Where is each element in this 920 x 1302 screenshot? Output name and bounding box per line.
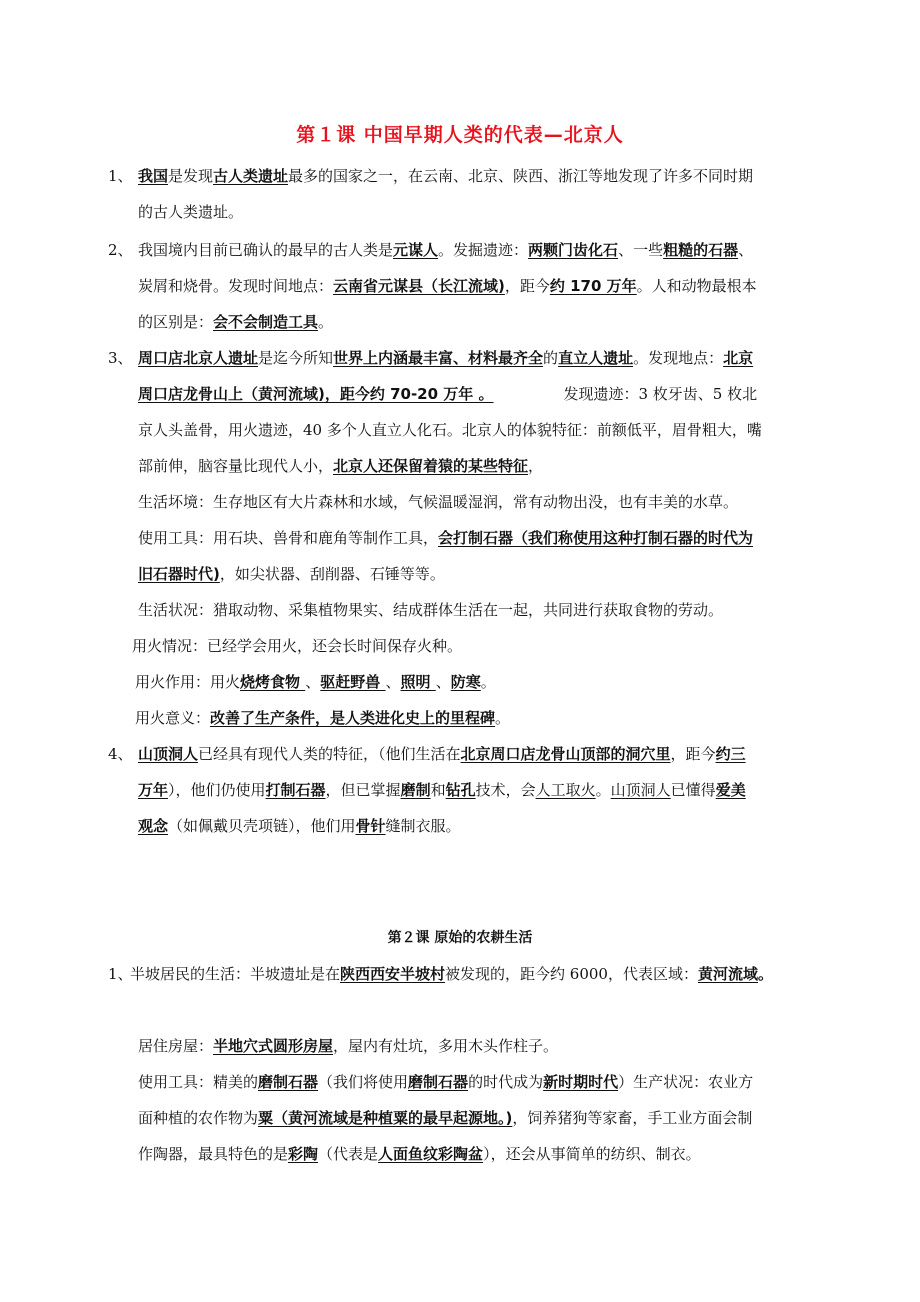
text-line xyxy=(138,340,762,376)
text-line xyxy=(138,1028,753,1064)
key-term: 烧烤食物 xyxy=(240,673,306,691)
text-span: 的时代成为 xyxy=(468,1073,544,1091)
text-span: 用火情况：已经学会用火，还会长时间保存火种。 xyxy=(132,637,463,655)
key-term: 改善了生产条件，是人类进化史上的里程碑 xyxy=(210,709,496,727)
key-term: 陕西西安半坡村 xyxy=(340,965,446,983)
text-line xyxy=(132,628,462,664)
text-span: ，但已掌握 xyxy=(325,781,401,799)
key-term: 两颗门齿化石 xyxy=(528,241,619,259)
text-line xyxy=(138,484,753,520)
key-term: 人面鱼纹彩陶盆 xyxy=(378,1145,484,1163)
key-term: 磨制石器 xyxy=(408,1073,469,1091)
text-span: 的区别是： xyxy=(138,313,214,331)
key-term: 直立人遗址 xyxy=(558,349,634,367)
text-line xyxy=(138,1064,753,1100)
key-term: 世界上内涵最丰富、材料最齐全 xyxy=(333,349,544,367)
text-span: ，如尖状器、刮削器、石锤等等。 xyxy=(219,565,445,583)
list-item xyxy=(130,956,773,992)
text-span: 京人头盖骨，用火遗迹，40 多个人直立人化石。北京人的体貌特征：前额低平，眉骨粗大，嘴 xyxy=(138,421,762,439)
text-span: 部前伸，脑容量比现代人小， xyxy=(138,457,334,475)
text-line xyxy=(138,592,753,628)
text-span: 发现遗迹：3 枚牙齿、5 枚北 xyxy=(563,385,758,403)
text-span: 、 xyxy=(305,673,321,691)
text-span: 最多的国家之一，在云南、北京、陕西、浙江等地发现了许多不同时期 xyxy=(288,167,754,185)
key-term: 周口店北京人遗址 xyxy=(138,349,259,367)
text-line xyxy=(138,194,753,230)
text-span: ），还会从事简单的纺织、制衣。 xyxy=(483,1145,701,1163)
text-span: （如佩戴贝壳项链），他们用 xyxy=(168,817,356,835)
text-span: 是发现 xyxy=(168,167,214,185)
text-span: 作陶器，最具特色的是 xyxy=(138,1145,289,1163)
text-line xyxy=(138,304,757,340)
key-term: 山顶洞人 xyxy=(610,781,671,799)
text-span: 。 xyxy=(758,965,774,983)
text-span: 的 xyxy=(543,349,559,367)
key-term: 照明 xyxy=(400,673,436,691)
text-line xyxy=(138,268,757,304)
detail-block xyxy=(138,484,753,628)
text-line xyxy=(138,1136,753,1172)
text-span: 半坡居民的生活：半坡遗址是在 xyxy=(130,965,341,983)
key-term: 北京 xyxy=(723,349,754,367)
detail-block xyxy=(132,628,462,664)
text-span: ），他们仍使用 xyxy=(168,781,266,799)
key-term: 会打制石器（我们称使用这种打制石器的时代为 xyxy=(438,529,754,547)
key-term: 钻孔 xyxy=(445,781,476,799)
text-line xyxy=(138,158,753,194)
text-span: 、 xyxy=(738,241,754,259)
text-span: 是迄今所知 xyxy=(258,349,334,367)
text-span: ，距今 xyxy=(504,277,550,295)
lesson2-title: 第２课 原始的农耕生活 xyxy=(387,930,533,946)
key-term: 云南省元谋县（长江流域) xyxy=(333,277,505,295)
key-term: 会不会制造工具 xyxy=(213,313,319,331)
key-term: 彩陶 xyxy=(288,1145,319,1163)
text-line xyxy=(138,376,762,412)
text-span: 我国境内目前已确认的最早的古人类是 xyxy=(138,241,394,259)
list-item xyxy=(138,158,753,230)
text-span: 已懂得 xyxy=(670,781,716,799)
text-span: 生活状况：猎取动物、采集植物果实、结成群体生活在一起，共同进行获取食物的劳动。 xyxy=(138,601,724,619)
text-span: 。人和动物最根本 xyxy=(636,277,757,295)
text-span: 。 xyxy=(595,781,611,799)
key-term: 元谋人 xyxy=(393,241,439,259)
text-span: ，屋内有灶坑，多用木头作柱子。 xyxy=(333,1037,559,1055)
list-item xyxy=(138,232,757,340)
text-line xyxy=(138,556,753,592)
key-term: 半地穴式圆形房屋 xyxy=(213,1037,334,1055)
key-term: 黄河流域 xyxy=(697,965,758,983)
text-span: 居住房屋： xyxy=(138,1037,214,1055)
text-span: 、 xyxy=(385,673,401,691)
key-term: 防寒 xyxy=(450,673,481,691)
item-number: 3、 xyxy=(108,349,133,367)
text-span: 。发现地点： xyxy=(633,349,724,367)
key-term: 爱美 xyxy=(715,781,746,799)
text-span: 被发现的，距今约 6000，代表区域： xyxy=(445,965,698,983)
text-span: 。 xyxy=(495,709,511,727)
item-number: 2、 xyxy=(108,241,133,259)
text-span: 、一些 xyxy=(618,241,664,259)
text-span: 使用工具：用石块、兽骨和鹿角等制作工具， xyxy=(138,529,439,547)
text-line xyxy=(135,700,510,736)
detail-block xyxy=(138,1028,753,1172)
text-span: ，饲养猪狗等家畜，手工业方面会制 xyxy=(512,1109,753,1127)
item-number: 1、 xyxy=(108,965,133,983)
text-span: 面种植的农作物为 xyxy=(138,1109,259,1127)
key-term: 北京周口店龙骨山顶部的洞穴里 xyxy=(460,745,671,763)
key-term: 新时期时代 xyxy=(543,1073,619,1091)
key-term: 粟（黄河流域是种植粟的最早起源地。) xyxy=(258,1109,513,1127)
text-line xyxy=(135,664,510,700)
key-term: 北京人还保留着猿的某些特征 xyxy=(333,457,529,475)
text-span: 。发掘遗迹： xyxy=(438,241,529,259)
key-term: 打制石器 xyxy=(265,781,326,799)
text-line xyxy=(138,772,746,808)
text-span: （代表是 xyxy=(318,1145,379,1163)
key-term: 磨制石器 xyxy=(258,1073,319,1091)
key-term: 万年 xyxy=(138,781,169,799)
text-line xyxy=(130,956,773,992)
text-span: 已经具有现代人类的特征，（他们生活在 xyxy=(198,745,461,763)
key-term: 粗糙的石器 xyxy=(663,241,739,259)
text-line xyxy=(138,736,746,772)
text-span: 、 xyxy=(435,673,451,691)
text-line xyxy=(138,412,762,448)
item-number: 1、 xyxy=(108,167,133,185)
key-term: 我国 xyxy=(138,167,169,185)
key-term: 驱赶野兽 xyxy=(320,673,386,691)
key-term: 周口店龙骨山上（黄河流域)，距今约 70-20 万年 。 xyxy=(138,385,494,403)
key-term: 磨制 xyxy=(400,781,431,799)
text-span: 用火作用：用火 xyxy=(135,673,241,691)
text-span: 用火意义： xyxy=(135,709,211,727)
lesson1-title: 第１课 中国早期人类的代表—北京人 xyxy=(296,124,624,146)
key-term: 人工取火 xyxy=(535,781,596,799)
item-number: 4、 xyxy=(108,745,133,763)
key-term: 观念 xyxy=(138,817,169,835)
text-span: 技术，会 xyxy=(475,781,536,799)
key-term: 骨针 xyxy=(355,817,386,835)
text-span: 的古人类遗址。 xyxy=(138,203,244,221)
text-line xyxy=(138,448,762,484)
text-span: ，距今 xyxy=(670,745,716,763)
text-span: 生活坏境：生存地区有大片森林和水域，气候温暖湿润，常有动物出没，也有丰美的水草。 xyxy=(138,493,739,511)
text-line xyxy=(138,808,746,844)
text-line xyxy=(138,232,757,268)
text-span: ）生产状况：农业方 xyxy=(618,1073,754,1091)
key-term: 约 170 万年 xyxy=(549,277,637,295)
text-span: 缝制衣服。 xyxy=(385,817,461,835)
text-span: 。 xyxy=(318,313,334,331)
text-span: 炭屑和烧骨。发现时间地点： xyxy=(138,277,334,295)
list-item xyxy=(138,340,762,484)
key-term: 约三 xyxy=(715,745,746,763)
text-span: 。 xyxy=(480,673,496,691)
text-span: ， xyxy=(528,457,544,475)
detail-block xyxy=(135,664,510,736)
key-term: 山顶洞人 xyxy=(138,745,199,763)
key-term: 古人类遗址 xyxy=(213,167,289,185)
list-item xyxy=(138,736,746,844)
text-line xyxy=(138,1100,753,1136)
key-term: 旧石器时代) xyxy=(138,565,220,583)
text-span: 和 xyxy=(430,781,446,799)
text-span: 使用工具：精美的 xyxy=(138,1073,259,1091)
text-line xyxy=(138,520,753,556)
text-span: （我们将使用 xyxy=(318,1073,409,1091)
